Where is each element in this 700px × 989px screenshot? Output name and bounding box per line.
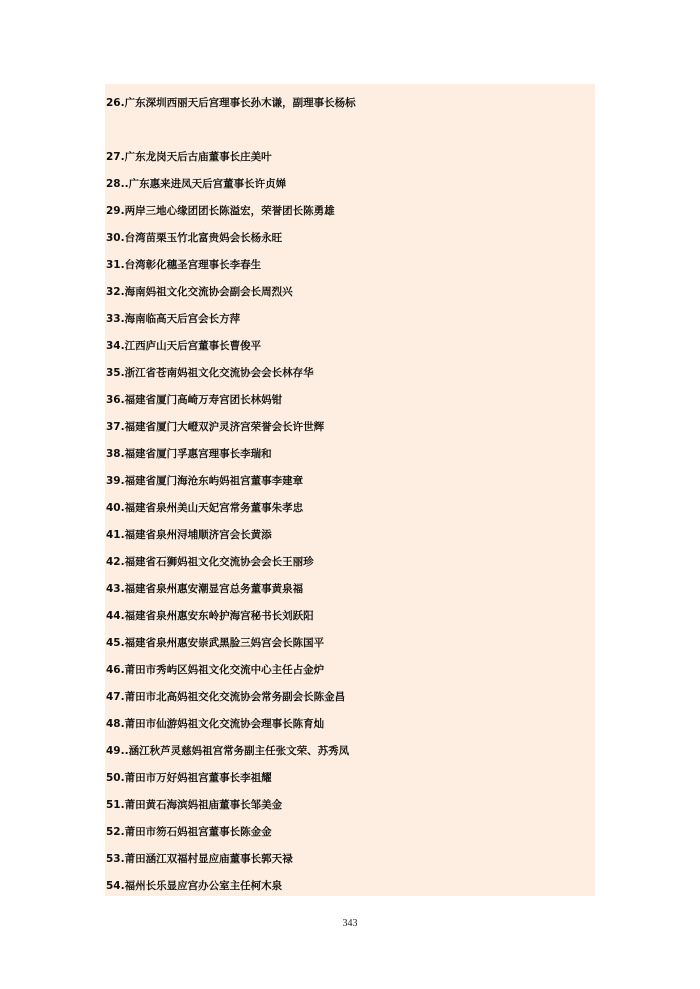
- list-item: 40.福建省泉州美山天妃宫常务董事朱孝忠: [106, 502, 304, 514]
- page-number: 343: [342, 918, 358, 929]
- list-item: 52.莆田市笏石妈祖宫董事长陈金金: [106, 826, 272, 838]
- list-item: 33.海南临高天后宫会长方萍: [106, 313, 241, 325]
- list-item: 51.莆田黄石海滨妈祖庙董事长邹美金: [106, 799, 283, 811]
- list-item: 54.福州长乐显应宫办公室主任柯木泉: [106, 880, 283, 892]
- list-item: 35.浙江省苍南妈祖文化交流协会会长林存华: [106, 367, 314, 379]
- list-item: 36.福建省厦门高崎万寿宫团长林妈钳: [106, 394, 283, 406]
- list-item: 29.两岸三地心缘团团长陈溢宏，荣誉团长陈勇雄: [106, 205, 335, 217]
- list-item: 50.莆田市万好妈祖宫董事长李祖耀: [106, 772, 272, 784]
- list-item: 32.海南妈祖文化交流协会副会长周烈兴: [106, 286, 293, 298]
- list-item: 39.福建省厦门海沧东屿妈祖宫董事李建章: [106, 475, 304, 487]
- list-item: 41.福建省泉州浔埔顺济宫会长黄添: [106, 529, 272, 541]
- list-item: 53.莆田涵江双福村显应庙董事长郭天禄: [106, 853, 293, 865]
- list-item: 48.莆田市仙游妈祖文化交流协会理事长陈育灿: [106, 718, 325, 730]
- list-item: 43.福建省泉州惠安潮显宫总务董事黄泉福: [106, 583, 304, 595]
- list-item: 37.福建省厦门大嶝双沪灵济宫荣誉会长许世辉: [106, 421, 325, 433]
- list-item: 38.福建省厦门孚惠宫理事长李瑞和: [106, 448, 272, 460]
- list-item: 47.莆田市北高妈祖交化交流协会常务副会长陈金昌: [106, 691, 346, 703]
- list-item: 45.福建省泉州惠安崇武黑脸三妈宫会长陈国平: [106, 637, 325, 649]
- list-item: 30.台湾苗栗玉竹北富贵妈会长杨永旺: [106, 232, 283, 244]
- list-item: 34.江西庐山天后宫董事长曹俊平: [106, 340, 262, 352]
- list-item: 49..涵江秋芦灵慈妈祖宫常务副主任张文荣、苏秀凤: [106, 745, 350, 757]
- list-item: 26.广东深圳西丽天后宫理事长孙木谦，副理事长杨标: [106, 97, 356, 109]
- list-item: 42.福建省石狮妈祖文化交流协会会长王丽珍: [106, 556, 314, 568]
- list-item: 31.台湾彰化穗圣宫理事长李春生: [106, 259, 262, 271]
- list-item: 46.莆田市秀屿区妈祖文化交流中心主任占金炉: [106, 664, 325, 676]
- list-item: 44.福建省泉州惠安东岭护海宫秘书长刘跃阳: [106, 610, 314, 622]
- list-item: 28..广东惠来进凤天后宫董事长许贞婵: [106, 178, 287, 190]
- list-item: 27.广东龙岗天后古庙董事长庄美叶: [106, 151, 272, 163]
